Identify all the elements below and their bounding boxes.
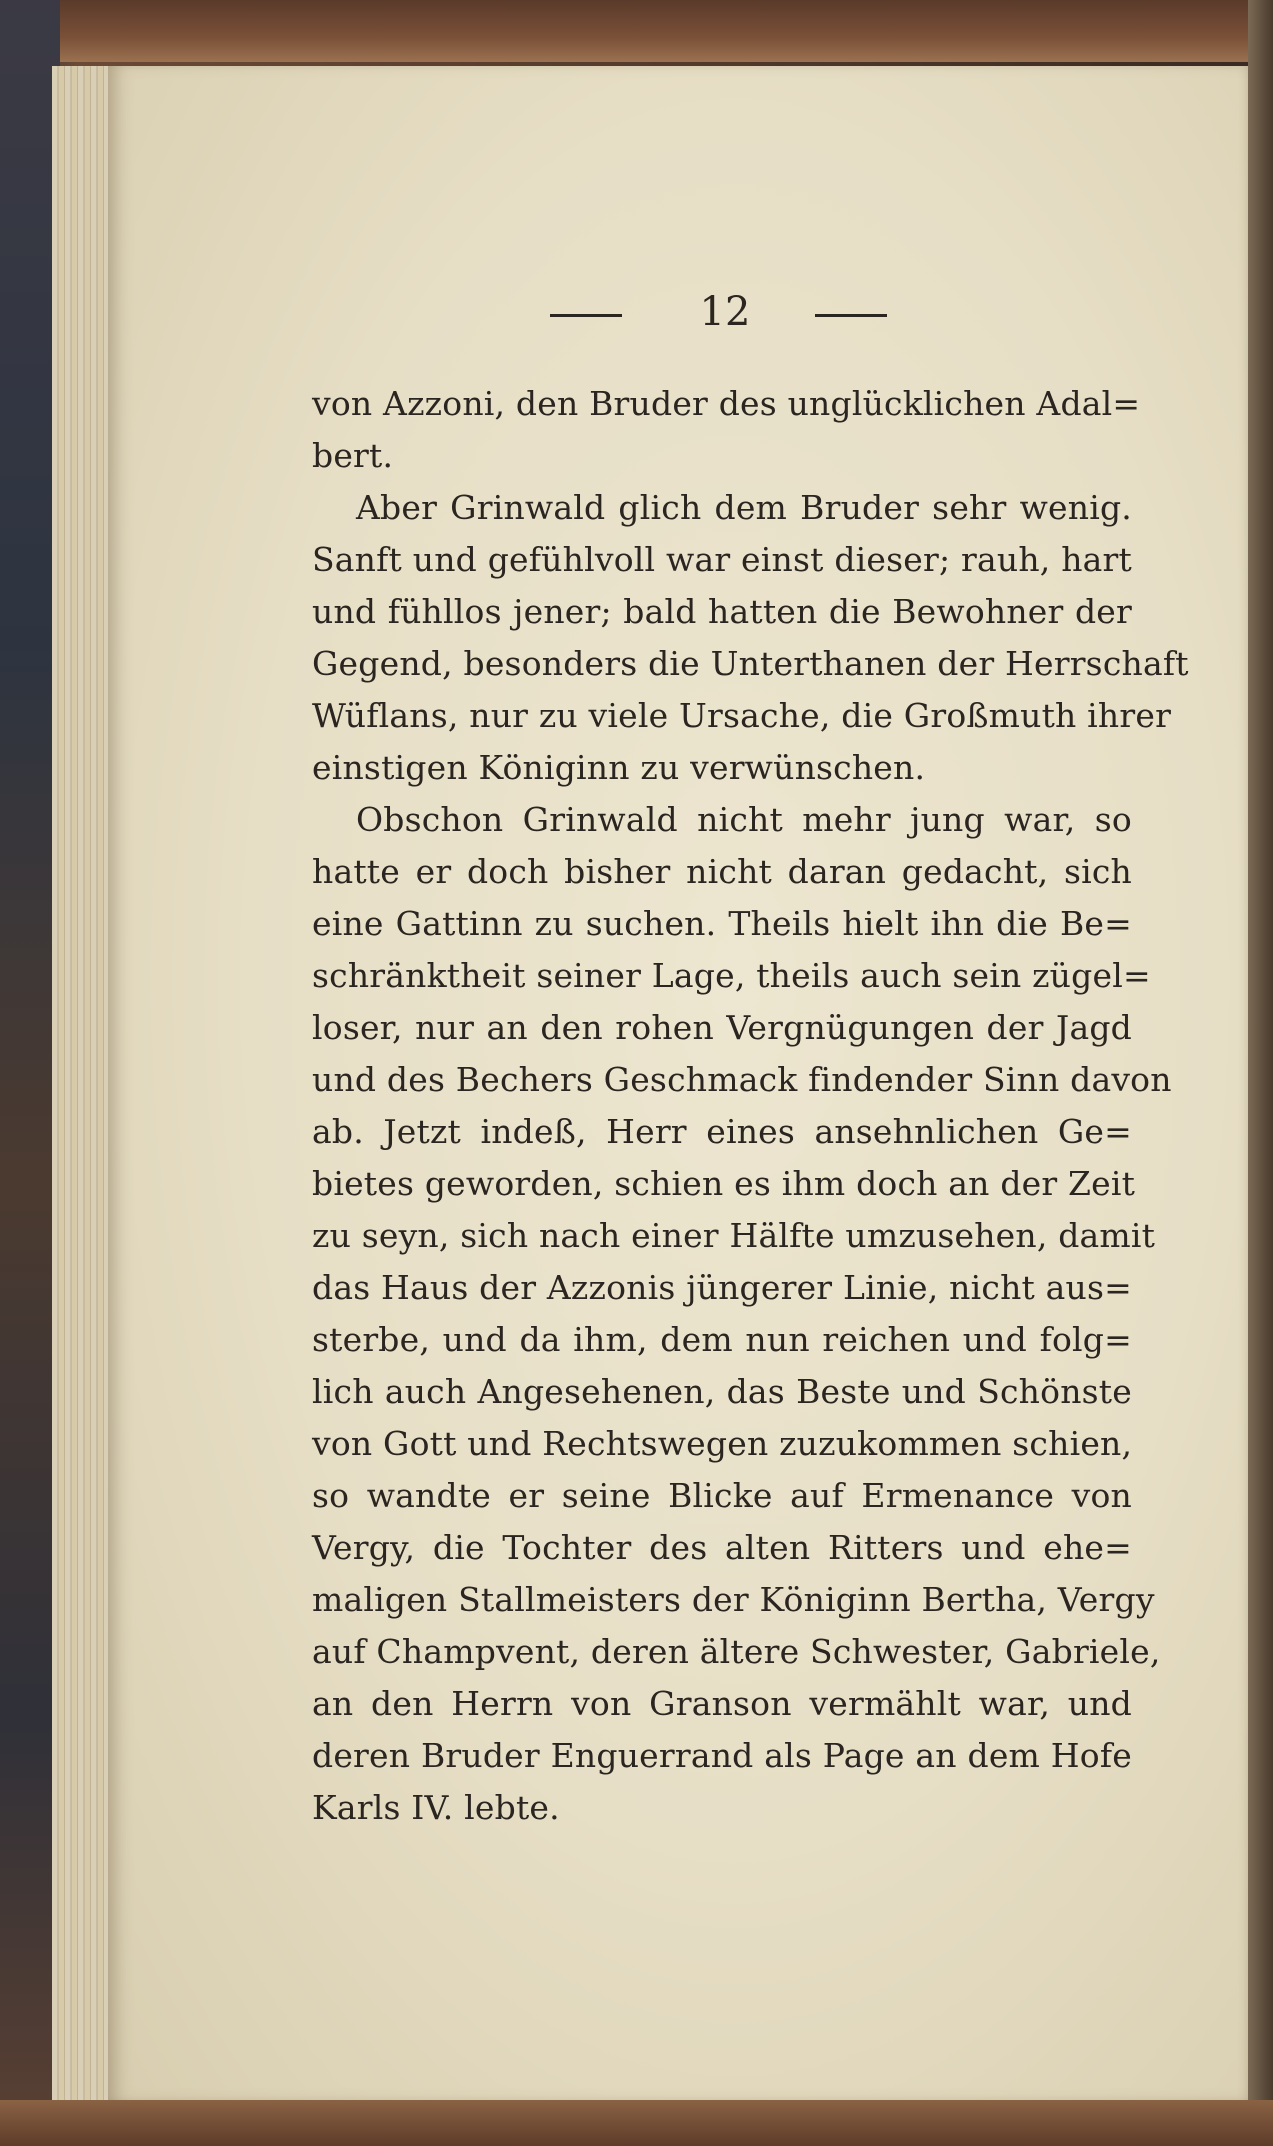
page-header [520,282,900,342]
text-line: schränktheit seiner Lage, theils auch sein zügel= [312,956,1151,995]
text-line: Obschon Grinwald nicht mehr jung war, so [356,800,1132,839]
page-stack-edges [52,66,114,2100]
text-line: einstigen Königinn zu verwünschen. [312,748,926,787]
text-line: auf Champvent, deren ältere Schwester, Gabriele, [312,1632,1161,1671]
text-line: bietes geworden, schien es ihm doch an der Zeit [312,1164,1136,1203]
text-line: bert. [312,436,394,475]
text-line: das Haus der Azzonis jüngerer Linie, nicht aus= [312,1268,1132,1307]
book-cover-bottom-edge [0,2100,1273,2146]
body-text [312,378,1189,1834]
text-line: hatte er doch bisher nicht daran gedacht, sich [312,852,1132,891]
text-line: eine Gattinn zu suchen. Theils hielt ihn die Be= [312,904,1132,943]
header-dash-left [550,314,622,317]
text-line: deren Bruder Enguerrand als Page an dem Hofe [312,1736,1132,1775]
text-line: Aber Grinwald glich dem Bruder sehr wenig. [356,488,1132,527]
text-line: Sanft und gefühlvoll war einst dieser; rauh, hart [312,540,1132,579]
book-cover-top-edge [0,0,1273,62]
book-spine [0,0,60,2146]
text-line: zu seyn, sich nach einer Hälfte umzusehen, damit [312,1216,1156,1255]
text-line: lich auch Angesehenen, das Beste und Schönste [312,1372,1132,1411]
book-cover-right-edge [1248,0,1273,2146]
text-line: von Azzoni, den Bruder des unglücklichen Adal= [312,384,1141,423]
header-dash-right [815,314,887,317]
text-line: so wandte er seine Blicke auf Ermenance von [312,1476,1132,1515]
text-line: loser, nur an den rohen Vergnügungen der Jagd [312,1008,1132,1047]
text-line: an den Herrn von Granson vermählt war, und [312,1684,1132,1723]
text-line: sterbe, und da ihm, dem nun reichen und folg= [312,1320,1132,1359]
text-line: Vergy, die Tochter des alten Ritters und ehe= [312,1528,1132,1567]
text-line: Wüflans, nur zu viele Ursache, die Großmuth ihrer [312,696,1172,735]
text-line: und fühllos jener; bald hatten die Bewohner der [312,592,1132,631]
text-line: ab. Jetzt indeß, Herr eines ansehnlichen Ge= [312,1112,1132,1151]
text-line: maligen Stallmeisters der Königinn Bertha, Vergy [312,1580,1155,1619]
text-line: von Gott und Rechtswegen zuzukommen schien, [312,1424,1133,1463]
text-line: und des Bechers Geschmack findender Sinn davon [312,1060,1172,1099]
page-number: 12 [699,289,751,335]
text-line: Karls IV. lebte. [312,1788,560,1827]
text-line: Gegend, besonders die Unterthanen der Herrschaft [312,644,1189,683]
